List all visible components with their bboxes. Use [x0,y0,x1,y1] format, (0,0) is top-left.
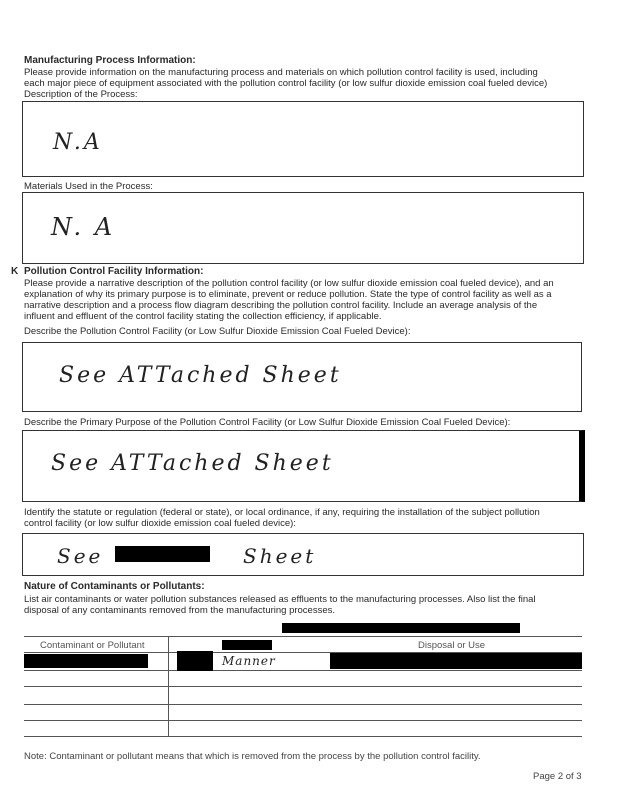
pcf-describe-field[interactable] [22,342,582,412]
pcf-purpose-label: Describe the Primary Purpose of the Pollution Control Facility (or Low Sulfur Dioxide Emission Coal Fueled Device): [24,417,511,428]
redaction-block [24,654,148,668]
redaction-block [222,640,272,650]
mfg-instruction-line2: each major piece of equipment associated with the pollution control facility (or low sulfur dioxide emission coal fueled device) [24,78,548,89]
table-rule [24,736,582,737]
mfg-section-heading: Manufacturing Process Information: [24,55,196,66]
contaminants-instruction-line2: disposal of any contaminants removed from the manufacturing processes. [24,605,336,616]
contaminants-table [24,618,582,738]
redaction-block [330,653,582,669]
table-rule [24,720,582,721]
row1-handwritten-value: Manner [222,654,276,668]
column-header-disposal: Disposal or Use [418,640,486,651]
process-description-field[interactable] [22,101,584,177]
pcf-section-heading: Pollution Control Facility Information: [24,266,204,277]
pcf-purpose-value: See ATTached Sheet [51,451,334,476]
column-header-contaminant: Contaminant or Pollutant [40,640,145,651]
contaminants-heading: Nature of Contaminants or Pollutants: [24,581,205,592]
table-rule [24,686,582,687]
pcf-instruction-line2: explanation of why its primary purpose is to eliminate, prevent or reduce pollution. State the type of control facility as well as a [24,289,552,300]
materials-value: N. A [51,213,116,241]
materials-field[interactable] [22,192,584,264]
statute-value-left: See [57,544,104,568]
pcf-instruction-line3: narrative description and a process flow diagram describing the pollution control facility. Include an average analysis of the [24,300,538,311]
statute-field[interactable] [22,533,584,576]
table-column-divider [168,636,169,736]
statute-label-line1: Identify the statute or regulation (federal or state), or local ordinance, if any, requiring the installation of the subject pollution [24,507,540,518]
page-number: Page 2 of 3 [533,771,582,782]
pcf-instruction-line4: influent and effluent of the control facility stating the collection efficiency, if applicable. [24,311,382,322]
statute-label-line2: control facility (or low sulfur dioxide emission coal fueled device): [24,518,296,529]
process-description-label: Description of the Process: [24,89,138,100]
table-rule [24,670,582,671]
pcf-purpose-field[interactable] [22,430,585,502]
table-rule [24,704,582,705]
pcf-instruction-line1: Please provide a narrative description of the pollution control facility (or low sulfur dioxide emission coal fueled device), and an [24,278,554,289]
footer-note: Note: Contaminant or pollutant means that which is removed from the process by the pollution control facility. [24,751,481,762]
redaction-block [115,546,210,562]
table-rule [24,636,582,637]
materials-label: Materials Used in the Process: [24,181,153,192]
process-description-value: N.A [53,130,103,155]
pcf-marker: K [11,266,19,277]
mfg-instruction-line1: Please provide information on the manufacturing process and materials on which pollution control facility is used, including [24,67,538,78]
redaction-block [177,651,213,671]
contaminants-instruction-line1: List air contaminants or water pollution substances released as effluents to the manufacturing processes. Also list the final [24,594,536,605]
pcf-describe-value: See ATTached Sheet [59,363,342,388]
statute-value-right: Sheet [243,544,317,568]
pcf-describe-label: Describe the Pollution Control Facility (or Low Sulfur Dioxide Emission Coal Fueled Device): [24,326,411,337]
